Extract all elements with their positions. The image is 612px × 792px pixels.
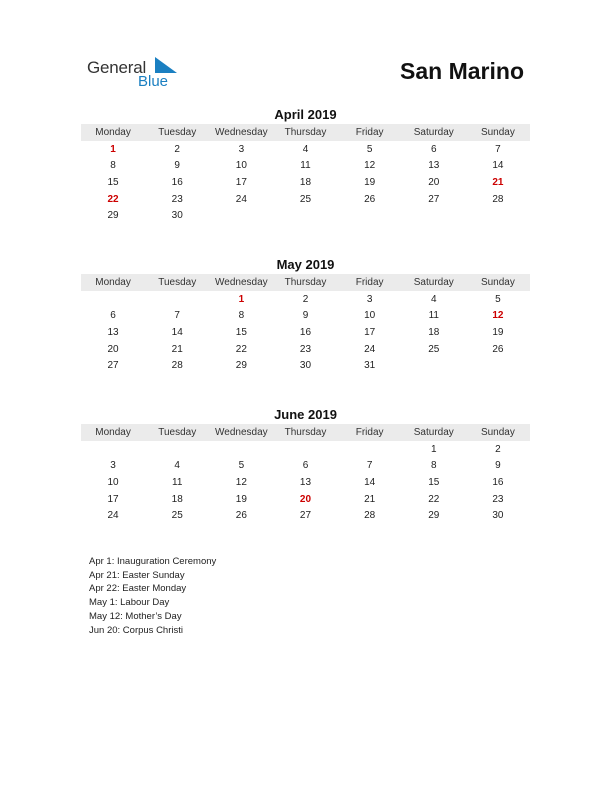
month-title: April 2019 [274,107,337,122]
weekday-label: Thursday [284,277,327,288]
holiday-list [89,555,216,637]
day-cell: 18 [171,493,183,505]
day-cell: 19 [235,493,247,505]
holiday-day-cell: 1 [110,143,116,155]
weekday-label: Saturday [413,277,454,288]
day-cell: 9 [495,460,501,472]
week-row [81,158,530,175]
day-cell: 24 [235,193,247,205]
week-row [81,291,530,308]
day-cell: 9 [302,310,309,322]
day-cell: 25 [299,193,312,205]
day-cell: 6 [302,460,309,472]
day-cell: 17 [235,176,247,188]
day-cell: 14 [492,160,504,172]
day-cell: 21 [364,493,376,505]
day-cell: 3 [110,460,116,472]
day-cell: 19 [364,176,376,188]
weekday-label: Monday [95,277,131,288]
holiday-item: May 1: Labour Day [89,597,170,609]
day-cell: 28 [364,510,376,522]
weekday-label: Friday [355,277,384,288]
day-cell: 29 [428,510,440,522]
day-cell: 22 [428,493,440,505]
day-cell: 6 [430,143,437,155]
month-title: May 2019 [276,257,335,272]
day-cell: 4 [430,293,437,305]
day-cell: 10 [364,310,376,322]
day-cell: 25 [171,510,183,522]
day-cell: 10 [107,476,119,488]
weekday-label: Wednesday [215,427,268,438]
month-title: June 2019 [274,407,337,422]
day-cell: 13 [428,160,440,172]
weekday-label: Friday [355,127,384,138]
week-row [81,458,530,475]
day-cell: 13 [299,476,312,488]
weekday-label: Tuesday [158,127,197,138]
logo-text-general: General [87,58,147,77]
weekday-label: Sunday [480,127,515,138]
weekday-label: Wednesday [215,277,268,288]
day-cell: 8 [430,460,437,472]
holiday-item: Apr 1: Inauguration Ceremony [89,556,217,567]
day-cell: 31 [364,360,376,372]
day-cell: 12 [235,476,247,488]
holiday-item: Apr 22: Easter Monday [89,583,187,595]
weekday-label: Tuesday [158,277,197,288]
day-cell: 26 [492,343,504,355]
brand-logo [87,56,187,92]
day-cell: 8 [238,310,245,322]
day-cell: 5 [366,143,373,155]
day-cell: 15 [107,176,119,188]
day-cell: 30 [171,210,183,222]
weekday-label: Thursday [284,427,327,438]
day-cell: 7 [366,460,373,472]
day-cell: 13 [107,326,119,338]
day-cell: 20 [107,343,119,355]
day-cell: 16 [492,476,504,488]
day-cell: 27 [299,510,312,522]
day-cell: 2 [495,443,501,455]
day-cell: 19 [492,326,504,338]
day-cell: 18 [428,326,440,338]
weekday-label: Saturday [413,427,454,438]
day-cell: 8 [110,160,116,172]
day-cell: 28 [171,360,183,372]
day-cell: 27 [428,193,440,205]
day-cell: 14 [171,326,183,338]
weekday-header [81,124,530,141]
day-cell: 15 [428,476,440,488]
weekday-label: Saturday [413,127,454,138]
week-row [81,174,530,191]
week-row [81,207,530,224]
weekday-label: Monday [95,427,131,438]
day-cell: 3 [238,143,245,155]
holiday-item: Apr 21: Easter Sunday [89,569,185,581]
holiday-day-cell: 21 [492,176,504,188]
month-block [81,106,530,224]
week-row [81,341,530,358]
day-cell: 3 [366,293,373,305]
day-cell: 2 [174,143,180,155]
day-cell: 2 [302,293,309,305]
day-cell: 11 [300,160,311,172]
weekday-header [81,274,530,291]
day-cell: 4 [302,143,309,155]
day-cell: 25 [428,343,440,355]
weekday-label: Wednesday [215,127,268,138]
day-cell: 27 [107,360,119,372]
day-cell: 4 [174,460,180,472]
week-row [81,441,530,458]
week-row [81,191,530,208]
day-cell: 5 [238,460,245,472]
weekday-label: Thursday [284,127,327,138]
logo-text-blue: Blue [138,73,169,90]
day-cell: 1 [430,443,437,455]
day-cell: 6 [110,310,116,322]
day-cell: 24 [107,510,119,522]
day-cell: 14 [364,476,376,488]
week-row [81,491,530,508]
holiday-day-cell: 22 [107,193,119,205]
week-row [81,141,530,158]
day-cell: 28 [492,193,504,205]
month-block [81,406,530,524]
country-title: San Marino [400,58,524,84]
day-cell: 17 [107,493,119,505]
day-cell: 7 [495,143,501,155]
day-cell: 26 [364,193,376,205]
day-cell: 29 [107,210,119,222]
day-cell: 26 [235,510,247,522]
day-cell: 20 [428,176,440,188]
day-cell: 9 [174,160,180,172]
day-cell: 10 [235,160,247,172]
day-cell: 24 [364,343,376,355]
week-row [81,324,530,341]
holiday-item: May 12: Mother’s Day [89,610,182,622]
week-row [81,357,530,374]
logo-flag-icon [155,57,177,73]
day-cell: 5 [495,293,501,305]
day-cell: 11 [428,310,439,322]
day-cell: 18 [299,176,312,188]
day-cell: 23 [492,493,504,505]
weekday-label: Sunday [480,277,515,288]
holiday-day-cell: 1 [238,293,245,305]
day-cell: 29 [235,360,247,372]
day-cell: 16 [299,326,312,338]
day-cell: 17 [364,326,376,338]
day-cell: 7 [174,310,180,322]
day-cell: 11 [172,476,183,488]
day-cell: 23 [299,343,312,355]
holiday-day-cell: 12 [492,310,504,322]
weekday-label: Monday [95,127,131,138]
day-cell: 30 [299,360,312,372]
day-cell: 22 [235,343,247,355]
month-block [81,256,530,374]
weekday-label: Tuesday [158,427,197,438]
holiday-item: Jun 20: Corpus Christi [89,624,183,636]
day-cell: 15 [235,326,247,338]
weekday-label: Sunday [480,427,515,438]
weekday-label: Friday [355,427,384,438]
day-cell: 30 [492,510,504,522]
weekday-header [81,424,530,441]
day-cell: 16 [171,176,183,188]
week-row [81,308,530,325]
week-row [81,474,530,491]
week-row [81,507,530,524]
day-cell: 12 [364,160,376,172]
holiday-day-cell: 20 [299,493,312,505]
day-cell: 23 [171,193,183,205]
day-cell: 21 [171,343,183,355]
